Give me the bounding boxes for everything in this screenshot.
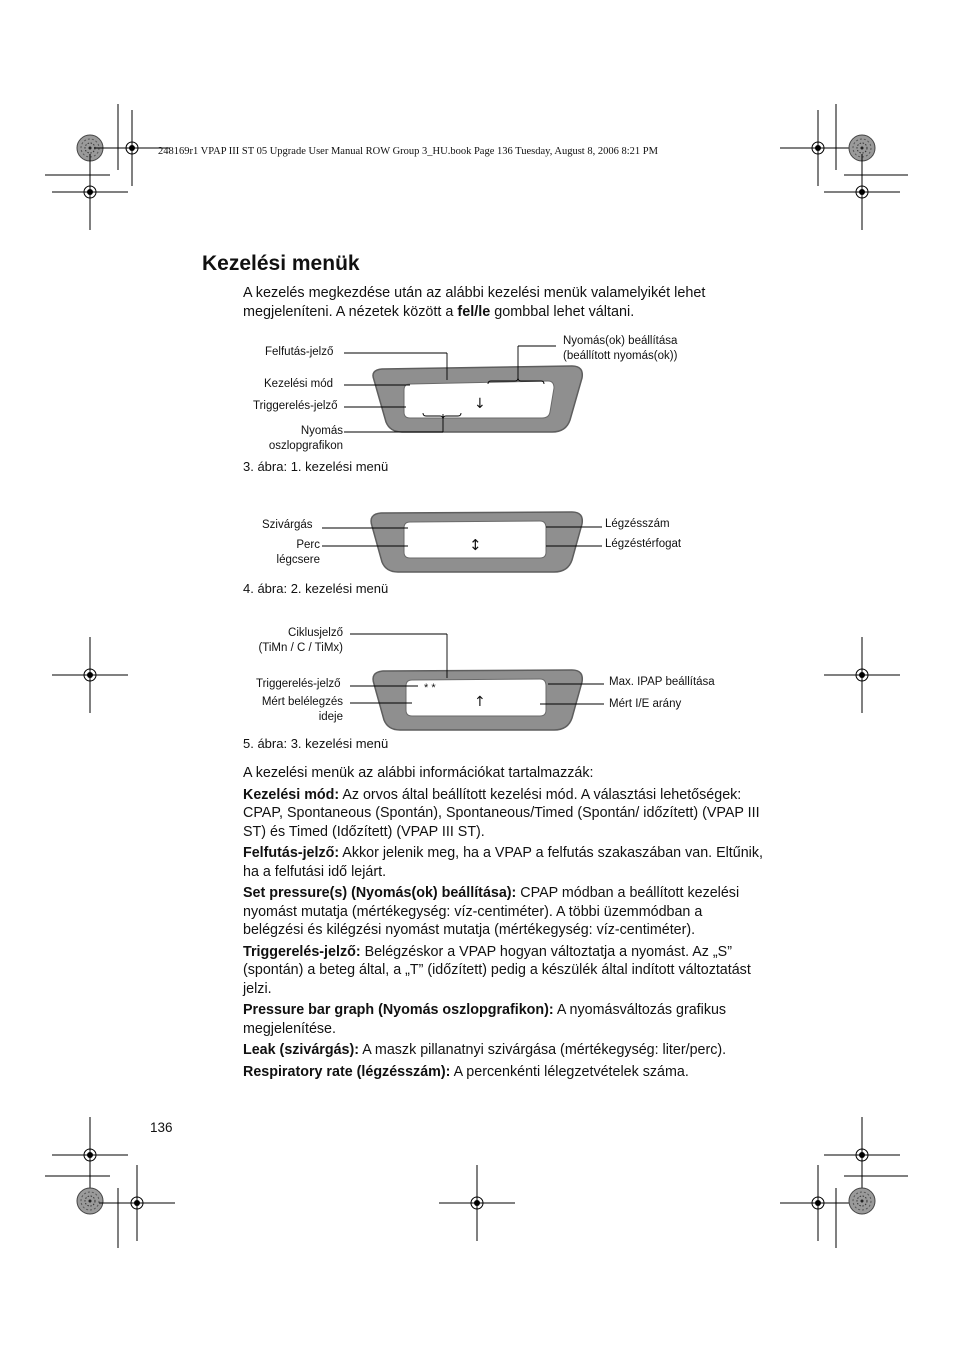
down-arrow-icon: ↓ bbox=[474, 396, 486, 412]
label-minute-ventilation-line1: Perc bbox=[296, 539, 320, 551]
intro-paragraph bbox=[243, 284, 763, 321]
definition-respiratory-rate bbox=[243, 1063, 763, 1082]
label-measured-insp-time-line2: ideje bbox=[318, 711, 343, 723]
definition-text: Akkor jelenik meg, ha a VPAP a felfutás szakaszában van. Eltűnik, ha a felfutási idő lejárt. bbox=[243, 845, 763, 880]
term-treatment-mode: Kezelési mód: bbox=[243, 786, 340, 803]
definition-treatment-mode bbox=[243, 786, 763, 842]
registration-mark-right-cross-3 bbox=[824, 1117, 900, 1193]
term-pressure-bar-graph: Pressure bar graph (Nyomás oszlopgrafikon): bbox=[243, 1002, 554, 1018]
label-leak: Szivárgás bbox=[262, 519, 313, 531]
up-arrow-icon: ↑ bbox=[474, 694, 486, 710]
registration-mark-left-cross-3 bbox=[52, 1117, 128, 1193]
definition-text: CPAP módban a beállított kezelési nyomást mutatja (mértékegység: víz-centiméter). A többi üzemmódban a belégzési és kilégzési nyomást mutatja (mértékegység: víz-centiméter). bbox=[243, 885, 740, 938]
label-ramp-indicator: Felfutás-jelző bbox=[265, 346, 334, 358]
label-pressure-setting-line1: Nyomás(ok) beállítása bbox=[563, 335, 678, 347]
label-pressure-bar-graph-line2: oszlopgrafikon bbox=[268, 440, 343, 452]
label-minute-ventilation bbox=[238, 538, 320, 568]
up-down-arrow-icon: ↕ bbox=[469, 536, 482, 554]
label-treatment-mode: Kezelési mód bbox=[264, 378, 334, 390]
registration-mark-right-cross-2 bbox=[824, 637, 900, 713]
registration-mark-bottom-left-cross bbox=[99, 1165, 175, 1241]
definition-text: A nyomásváltozás grafikus megjelenítése. bbox=[243, 1002, 727, 1037]
label-pressure-bar-graph-line1: Nyomás bbox=[300, 425, 343, 437]
term-respiratory-rate: Respiratory rate (légzésszám): bbox=[243, 1063, 451, 1080]
definition-ramp-indicator bbox=[243, 844, 763, 881]
definition-leak bbox=[243, 1041, 763, 1060]
file-header-line: 248169r1 VPAP III ST 05 Upgrade User Manual ROW Group 3_HU.book Page 136 Tuesday, August 8, 2006 8:21 PM bbox=[158, 146, 658, 157]
label-max-ipap: Max. IPAP beállítása bbox=[609, 676, 715, 688]
label-minute-ventilation-line2: légcsere bbox=[276, 554, 320, 566]
figure1-caption: 3. ábra: 1. kezelési menü bbox=[243, 459, 389, 474]
label-cycle-indicator-line2: (TiMn / C / TiMx) bbox=[258, 642, 343, 654]
registration-mark-bottom-center-cross bbox=[439, 1165, 515, 1241]
registration-mark-left-cross-1 bbox=[52, 154, 128, 230]
label-pressure-bar-graph bbox=[242, 424, 343, 454]
definition-text: A percenkénti lélegzetvételek száma. bbox=[450, 1063, 689, 1080]
page-number: 136 bbox=[150, 1120, 173, 1135]
registration-mark-left-cross-2 bbox=[52, 637, 128, 713]
label-trigger-indicator: Triggerelés-jelző bbox=[253, 400, 338, 412]
label-measured-insp-time bbox=[238, 695, 343, 725]
definition-text: Belégzéskor a VPAP hogyan változtatja a nyomást. Az „S” (spontán) a beteg által, a „T” (időzített) pedig a készülék által indított változtatást jelzi. bbox=[243, 943, 751, 997]
definition-set-pressures bbox=[243, 884, 763, 940]
label-pressure-setting bbox=[563, 334, 677, 364]
label-tidal-volume: Légzéstérfogat bbox=[605, 538, 682, 550]
label-ie-ratio: Mért I/E arány bbox=[609, 698, 682, 710]
label-respiratory-rate: Légzésszám bbox=[605, 518, 670, 530]
registration-mark-bottom-right-rosette bbox=[849, 1188, 875, 1214]
label-cycle-indicator bbox=[238, 626, 343, 656]
definition-text: Az orvos által beállított kezelési mód. A választási lehetőségek: CPAP, Spontaneous (Spontán), Spontaneous/Timed (Spontán/ időzített) (VPAP III ST) és Timed (Időzített) (VPAP III ST). bbox=[243, 786, 760, 840]
definition-text: A maszk pillanatnyi szivárgása (mértékegység: liter/perc). bbox=[359, 1042, 727, 1058]
intro-text-start: A kezelés megkezdése után az alábbi kezelési menük valamelyikét lehet megjeleníteni. A nézetek között a bbox=[243, 285, 706, 320]
label-measured-insp-time-line1: Mért belélegzés bbox=[261, 696, 343, 708]
trigger-stars: * * bbox=[424, 682, 436, 694]
page-title: Kezelési menük bbox=[202, 252, 360, 275]
body-lead: A kezelési menük az alábbi információkat tartalmazzák: bbox=[243, 765, 594, 781]
registration-mark-right-cross-1 bbox=[824, 154, 900, 230]
registration-mark-bottom-left-rosette bbox=[77, 1188, 103, 1214]
term-ramp-indicator: Felfutás-jelző: bbox=[243, 845, 340, 861]
definition-trigger-indicator bbox=[243, 943, 763, 999]
figure3-caption: 5. ábra: 3. kezelési menü bbox=[243, 736, 389, 751]
term-trigger-indicator: Triggerelés-jelző: bbox=[243, 943, 361, 960]
figure2-caption: 4. ábra: 2. kezelési menü bbox=[243, 581, 389, 596]
label-cycle-indicator-line1: Ciklusjelző bbox=[288, 627, 343, 639]
term-set-pressures: Set pressure(s) (Nyomás(ok) beállítása): bbox=[243, 885, 517, 901]
body-text bbox=[243, 764, 763, 1084]
intro-text-end: gombbal lehet váltani. bbox=[490, 303, 635, 320]
intro-bold-key: fel/le bbox=[457, 303, 491, 320]
term-leak: Leak (szivárgás): bbox=[243, 1042, 360, 1058]
label-pressure-setting-line2: (beállított nyomás(ok)) bbox=[563, 350, 678, 362]
definition-pressure-bar-graph bbox=[243, 1001, 763, 1038]
label-trigger-indicator-3: Triggerelés-jelző bbox=[256, 678, 341, 690]
